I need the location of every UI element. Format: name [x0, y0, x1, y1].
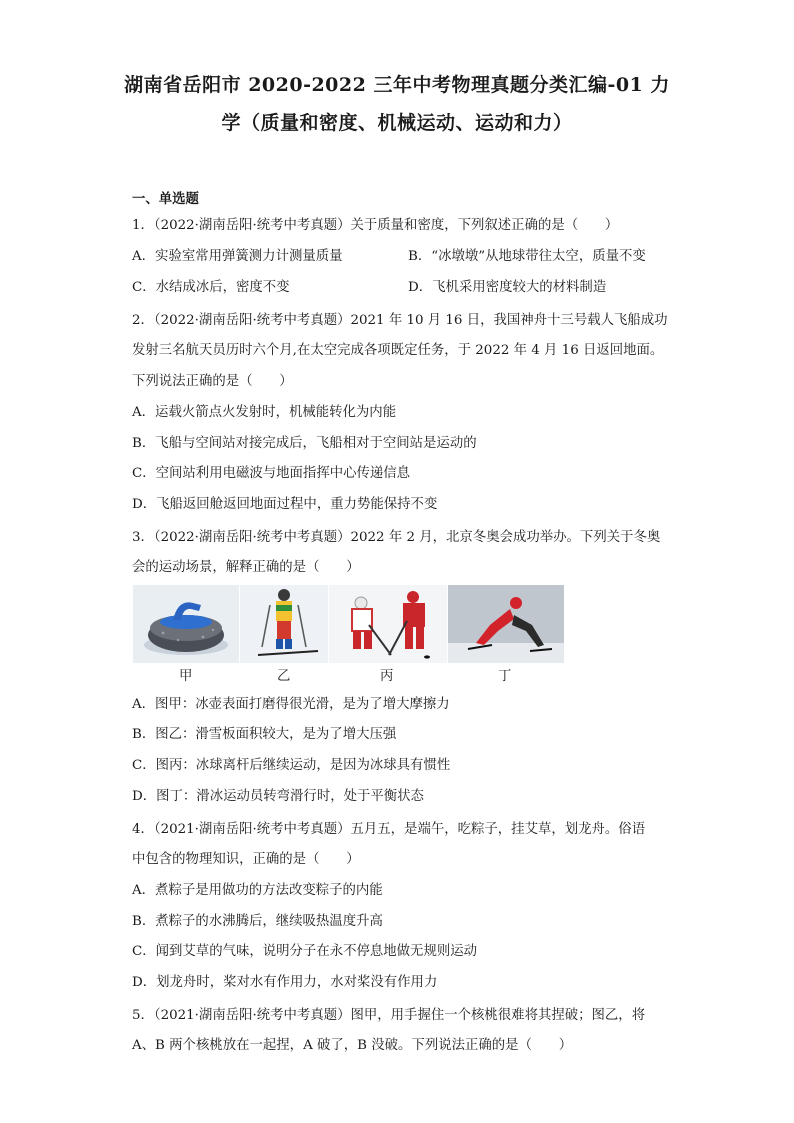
q3-stem-line-1: 3．（2022·湖南岳阳·统考中考真题）2022 年 2 月，北京冬奥会成功举办。下列关于冬奥	[132, 530, 661, 545]
curling-stone-image	[133, 585, 239, 663]
q2-option-a: A．运载火箭点火发射时，机械能转化为内能	[132, 405, 397, 420]
q2-option-c: C．空间站利用电磁波与地面指挥中心传递信息	[132, 466, 411, 481]
q1-stem: 1．（2022·湖南岳阳·统考中考真题）关于质量和密度，下列叙述正确的是（ ）	[132, 218, 619, 233]
q5-stem-line-2: A、B 两个核桃放在一起捏，A 破了，B 没破。下列说法正确的是（ ）	[132, 1038, 573, 1053]
q1-option-c: C．水结成冰后，密度不变	[132, 280, 290, 295]
q5-stem-line-1: 5．（2021·湖南岳阳·统考中考真题）图甲，用手握住一个核桃很难将其捏破；图乙，将	[132, 1008, 646, 1023]
q4-option-a: A．煮粽子是用做功的方法改变粽子的内能	[132, 883, 383, 898]
section-heading: 一、单选题	[132, 191, 199, 207]
caption-bing: 丙	[380, 669, 394, 684]
document-title-line-2: 学（质量和密度、机械运动、运动和力）	[221, 112, 573, 134]
skier-image	[240, 585, 328, 663]
q1-option-b: B．“冰墩墩”从地球带往太空，质量不变	[408, 249, 646, 264]
q2-stem-line-2: 发射三名航天员历时六个月,在太空完成各项既定任务，于 2022 年 4 月 16 日返回地面。	[132, 343, 664, 358]
q1-option-d: D．飞机采用密度较大的材料制造	[408, 280, 607, 295]
q1-option-a: A．实验室常用弹簧测力计测量质量	[132, 249, 343, 264]
caption-yi: 乙	[277, 669, 291, 684]
q3-option-b: B．图乙：滑雪板面积较大，是为了增大压强	[132, 727, 397, 742]
q3-option-a: A．图甲：冰壶表面打磨得很光滑，是为了增大摩擦力	[132, 697, 450, 712]
caption-jia: 甲	[179, 669, 193, 684]
q3-option-c: C．图丙：冰球离杆后继续运动，是因为冰球具有惯性	[132, 758, 451, 773]
q2-option-d: D．飞船返回舱返回地面过程中，重力势能保持不变	[132, 497, 438, 512]
q4-stem-line-2: 中包含的物理知识，正确的是（ ）	[132, 852, 360, 867]
speed-skater-image	[448, 585, 564, 663]
q3-stem-line-2: 会的运动场景，解释正确的是（ ）	[132, 560, 360, 575]
q3-option-d: D．图丁：滑冰运动员转弯滑行时，处于平衡状态	[132, 789, 424, 804]
q2-stem-line-3: 下列说法正确的是（ ）	[132, 374, 293, 389]
q4-stem-line-1: 4．（2021·湖南岳阳·统考中考真题）五月五，是端午，吃粽子，挂艾草，划龙舟。俗语	[132, 822, 646, 837]
q2-option-b: B．飞船与空间站对接完成后，飞船相对于空间站是运动的	[132, 436, 477, 451]
ice-hockey-image	[329, 585, 447, 663]
q2-stem-line-1: 2．（2022·湖南岳阳·统考中考真题）2021 年 10 月 16 日，我国神舟十三号载人飞船成功	[132, 313, 668, 328]
q4-option-d: D．划龙舟时，桨对水有作用力，水对桨没有作用力	[132, 975, 438, 990]
document-title-line-1: 湖南省岳阳市 2020-2022 三年中考物理真题分类汇编-01 力	[124, 74, 670, 96]
q4-option-b: B．煮粽子的水沸腾后，继续吸热温度升高	[132, 914, 383, 929]
caption-ding: 丁	[498, 669, 512, 684]
q4-option-c: C．闻到艾草的气味，说明分子在永不停息地做无规则运动	[132, 944, 478, 959]
